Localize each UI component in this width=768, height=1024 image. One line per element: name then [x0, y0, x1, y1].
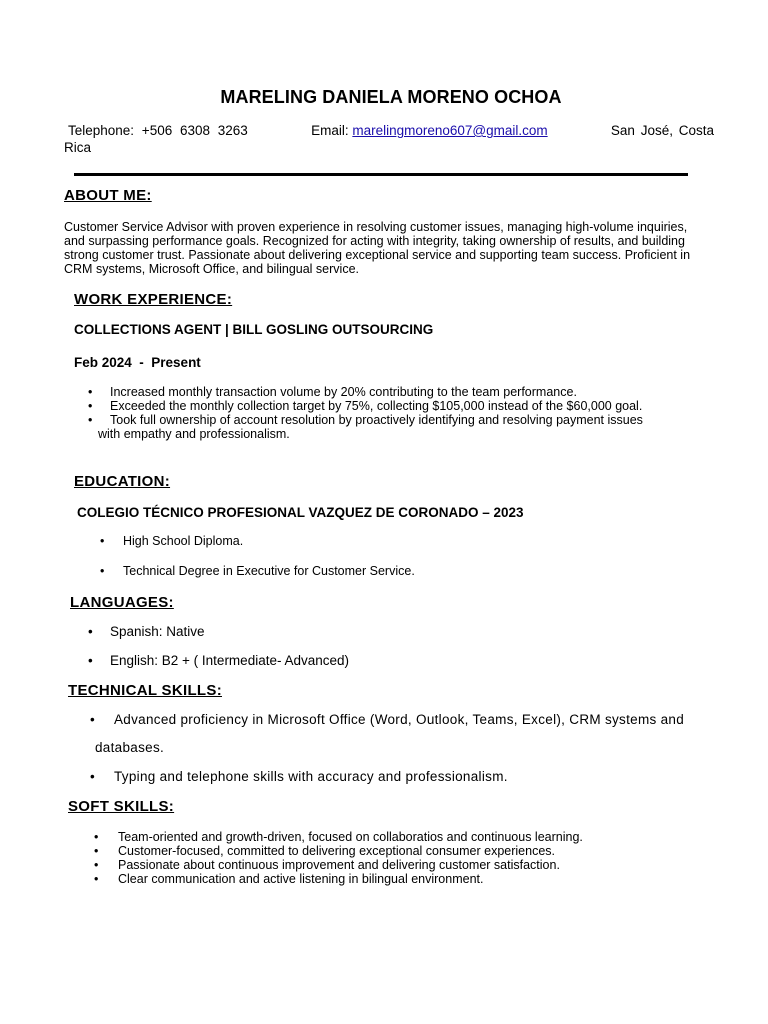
- list-item: • English: B2 + ( Intermediate- Advanced): [88, 653, 350, 668]
- list-item: • Spanish: Native: [88, 624, 205, 639]
- bullet-icon: •: [100, 534, 105, 548]
- list-item: • High School Diploma.: [100, 534, 244, 548]
- email-label: Email:: [311, 123, 349, 138]
- email-link[interactable]: marelingmoreno607@gmail.com: [352, 123, 548, 138]
- about-line: strong customer trust. Passionate about delivering exceptional service and supporting team success. Proficient in: [64, 248, 691, 262]
- bullet-icon: •: [88, 653, 93, 668]
- list-item: • Increased monthly transaction volume by 20% contributing to the team performance.: [88, 385, 577, 399]
- list-item: • Passionate about continuous improvement and delivering customer satisfaction.: [94, 858, 560, 872]
- bullet-icon: •: [88, 624, 93, 639]
- languages-heading: LANGUAGES:: [70, 594, 174, 611]
- list-item: • Team-oriented and growth-driven, focused on collaboratios and continuous learning.: [94, 830, 583, 844]
- location: San José, Costa: [610, 123, 714, 138]
- bullet-icon: •: [94, 830, 99, 844]
- job-title: COLLECTIONS AGENT | BILL GOSLING OUTSOURCING: [74, 322, 434, 337]
- list-item: • Typing and telephone skills with accuracy and professionalism.: [90, 769, 508, 784]
- list-item: • Took full ownership of account resolution by proactively identifying and resolving payment issues: [88, 413, 643, 427]
- about-paragraph: [64, 220, 724, 276]
- bullet-icon: •: [94, 844, 99, 858]
- location-cont: Rica: [64, 140, 92, 155]
- work-bullets: [88, 385, 728, 441]
- list-item: • Advanced proficiency in Microsoft Office (Word, Outlook, Teams, Excel), CRM systems and: [90, 712, 685, 727]
- list-item-cont: with empathy and professionalism.: [98, 427, 290, 441]
- list-item-cont: databases.: [95, 740, 165, 755]
- bullet-icon: •: [90, 769, 96, 784]
- soft-heading: SOFT SKILLS:: [68, 798, 175, 815]
- telephone: Telephone: +506 6308 3263: [68, 123, 248, 138]
- bullet-icon: •: [94, 858, 99, 872]
- bullet-icon: •: [88, 385, 93, 399]
- list-item: • Technical Degree in Executive for Customer Service.: [100, 564, 415, 578]
- contact-info: [64, 122, 714, 156]
- education-heading: EDUCATION:: [74, 473, 171, 490]
- bullet-icon: •: [88, 399, 93, 413]
- candidate-name: MARELING DANIELA MORENO OCHOA: [220, 87, 562, 107]
- about-line: Customer Service Advisor with proven experience in resolving customer issues, managing high-volume inquiries,: [64, 220, 688, 234]
- work-heading: WORK EXPERIENCE:: [74, 291, 233, 308]
- bullet-icon: •: [88, 413, 93, 427]
- about-line: CRM systems, Microsoft Office, and bilingual service.: [64, 262, 360, 276]
- list-item: • Customer-focused, committed to delivering exceptional consumer experiences.: [94, 844, 556, 858]
- list-item: • Exceeded the monthly collection target by 75%, collecting $105,000 instead of the $60,000 goal.: [88, 399, 643, 413]
- bullet-icon: •: [94, 872, 99, 886]
- about-heading: ABOUT ME:: [64, 187, 152, 204]
- bullet-icon: •: [100, 564, 105, 578]
- about-line: and surpassing performance goals. Recognized for acting with integrity, taking ownership of results, and building: [64, 234, 685, 248]
- bullet-icon: •: [90, 712, 96, 727]
- soft-bullets: [94, 830, 714, 886]
- school-name: COLEGIO TÉCNICO PROFESIONAL VAZQUEZ DE CORONADO – 2023: [77, 505, 524, 520]
- list-item: • Clear communication and active listening in bilingual environment.: [94, 872, 484, 886]
- technical-heading: TECHNICAL SKILLS:: [68, 682, 222, 699]
- job-dates: Feb 2024 - Present: [74, 355, 201, 370]
- email-group: [311, 122, 548, 139]
- header-divider: [74, 173, 688, 176]
